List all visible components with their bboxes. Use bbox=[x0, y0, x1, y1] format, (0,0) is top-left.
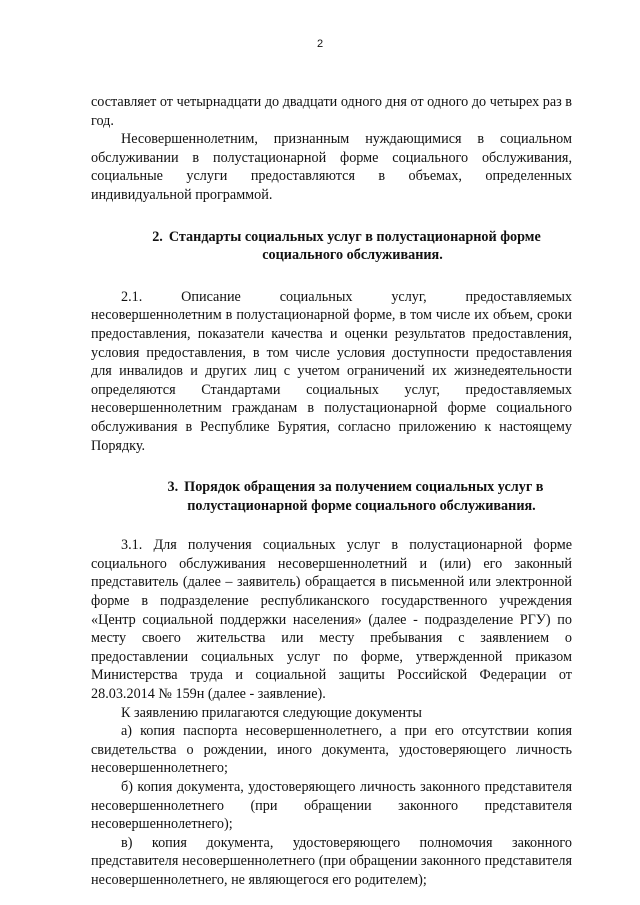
section-2-title-line1: Стандарты социальных услуг в полустационарной форме bbox=[168, 228, 541, 245]
list-item-v: в) копия документа, удостоверяющего полномочия законного представителя несовершеннолетнего (при обращении законного представителя несовершеннолетнего, не являющегося его родителем); bbox=[91, 834, 572, 888]
page-number: 2 bbox=[316, 38, 324, 50]
paragraph-documents-intro: К заявлению прилагаются следующие документы bbox=[121, 704, 422, 721]
section-3-title-line2: полустационарной форме социального обслуживания. bbox=[187, 497, 536, 514]
section-2-title-line2: социального обслуживания. bbox=[262, 247, 443, 264]
paragraph-3-1: 3.1. Для получения социальных услуг в полустационарной форме социального обслуживания несовершеннолетний и (или) его законный представитель (далее – заявитель) обращается в письменной или электронной форме в подразделение республиканского государственного учреждения «Центр социальной поддержки населения» (далее - подразделение РГУ) по месту своего жительства или месту пребывания с заявлением о предоставлении социальных услуг по форме, утвержденной приказом Министерства труда и социальной защиты Российской Федерации от 28.03.2014 № 159н (далее - заявление). bbox=[91, 537, 572, 703]
section-3-number: 3. bbox=[167, 479, 179, 496]
paragraph-minors-services: Несовершеннолетним, признанным нуждающимися в социальном обслуживании в полустационарной форме социального обслуживания, социальные услуги предоставляются в объемах, определенных индивидуальной программой. bbox=[91, 131, 572, 203]
section-3-title-line1: Порядок обращения за получением социальных услуг в bbox=[184, 479, 544, 496]
list-item-a: а) копия паспорта несовершеннолетнего, а при его отсутствии копия свидетельства о рождении, иного документа, удостоверяющего личность несовершеннолетнего; bbox=[91, 723, 572, 777]
list-item-b: б) копия документа, удостоверяющего личность законного представителя несовершеннолетнего (при обращении законного представителя несовершеннолетнего); bbox=[91, 779, 572, 833]
document-body bbox=[91, 93, 576, 890]
section-2-heading bbox=[91, 228, 572, 265]
paragraph-intro-continuation: составляет от четырнадцати до двадцати одного дня от одного до четырех раз в год. bbox=[91, 94, 572, 129]
section-3-heading bbox=[91, 478, 572, 515]
paragraph-2-1: 2.1. Описание социальных услуг, предоставляемых несовершеннолетним в полустационарной форме, в том числе их объем, сроки предоставления, показатели качества и оценки результатов предоставления, условия предоставления, в том числе условия доступности предоставления для инвалидов и других лиц с учетом ограничений их жизнедеятельности определяются Стандартами социальных услуг, предоставляемых несовершеннолетним гражданам в полустационарной форме социального обслуживания в Республике Бурятия, согласно приложению к настоящему Порядку. bbox=[91, 288, 576, 454]
section-2-number: 2. bbox=[152, 228, 163, 245]
